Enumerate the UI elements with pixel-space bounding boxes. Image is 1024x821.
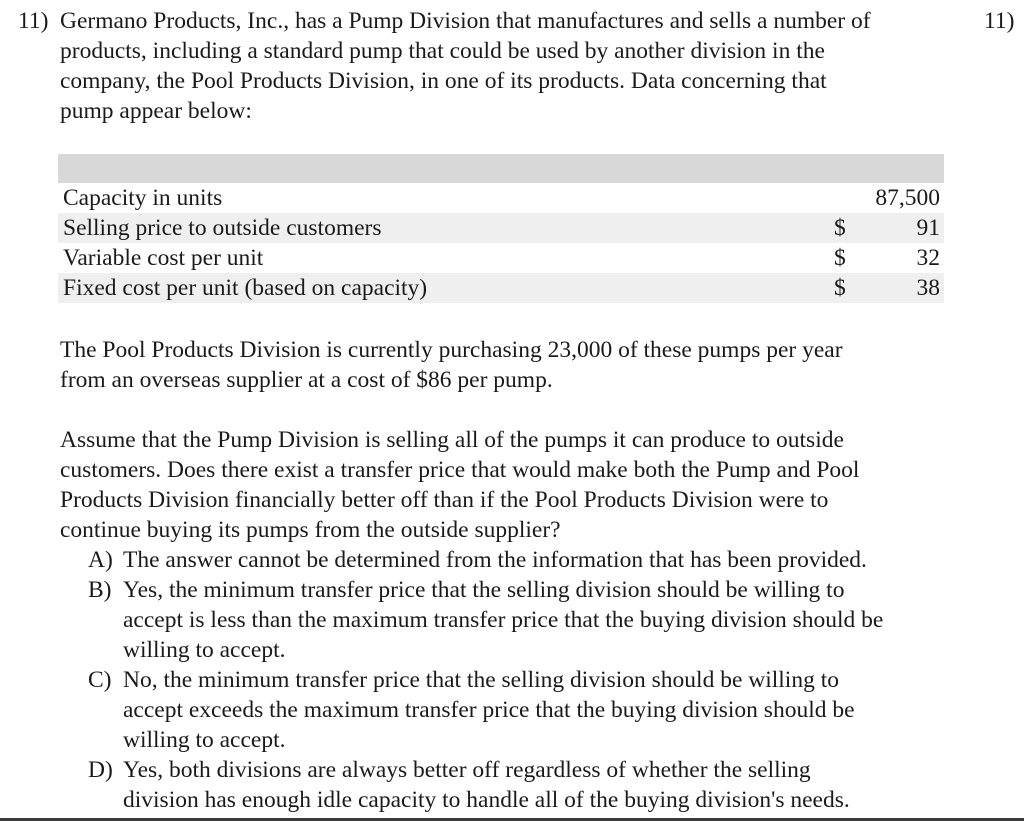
pump-data-table [58, 154, 944, 303]
question-prompt [60, 425, 960, 545]
choice-text: accept exceeds the maximum transfer price that the buying division should be [123, 697, 855, 723]
row-label: Fixed cost per unit (based on capacity) [63, 275, 428, 301]
question-number: 11) [18, 8, 49, 34]
table-header-band [58, 154, 944, 183]
choice-text: Yes, both divisions are always better off regardless of whether the selling [123, 757, 811, 783]
supplier-paragraph [60, 335, 960, 395]
question-stem [60, 6, 960, 126]
choice-text: willing to accept. [123, 637, 286, 663]
choice-a[interactable] [88, 545, 968, 575]
row-currency: $ [834, 215, 846, 241]
stem-line: company, the Pool Products Division, in one of its products. Data concerning that [60, 68, 827, 94]
row-label: Capacity in units [63, 185, 223, 211]
paragraph-line: Assume that the Pump Division is selling all of the pumps it can produce to outside [60, 427, 844, 453]
choice-text: Yes, the minimum transfer price that the selling division should be willing to [123, 577, 845, 603]
choice-text: accept is less than the maximum transfer price that the buying division should be [123, 607, 884, 633]
choice-letter: B) [88, 577, 112, 603]
choice-letter: D) [88, 757, 113, 783]
row-currency: $ [834, 245, 846, 271]
table-row [58, 273, 944, 303]
margin-question-number: 11) [984, 8, 1015, 34]
row-value: 38 [916, 275, 940, 301]
row-currency: $ [834, 275, 846, 301]
choice-letter: C) [88, 667, 112, 693]
choice-b[interactable] [88, 575, 968, 665]
choice-letter: A) [88, 547, 113, 573]
choice-text: The answer cannot be determined from the information that has been provided. [123, 547, 867, 573]
choice-text: willing to accept. [123, 727, 286, 753]
paragraph-line: customers. Does there exist a transfer price that would make both the Pump and Pool [60, 457, 860, 483]
table-row [58, 213, 944, 243]
choice-d[interactable] [88, 755, 968, 815]
stem-line: Germano Products, Inc., has a Pump Division that manufactures and sells a number of [60, 8, 871, 34]
stem-line: pump appear below: [60, 98, 252, 124]
row-value: 87,500 [875, 185, 940, 211]
choice-text: division has enough idle capacity to handle all of the buying division's needs. [123, 787, 850, 813]
table-row [58, 243, 944, 273]
row-label: Selling price to outside customers [63, 215, 382, 241]
choice-c[interactable] [88, 665, 968, 755]
row-value: 91 [916, 215, 940, 241]
table-row [58, 183, 944, 213]
row-value: 32 [916, 245, 940, 271]
row-label: Variable cost per unit [63, 245, 264, 271]
paragraph-line: The Pool Products Division is currently purchasing 23,000 of these pumps per year [60, 337, 843, 363]
choice-text: No, the minimum transfer price that the selling division should be willing to [123, 667, 839, 693]
paragraph-line: from an overseas supplier at a cost of $86 per pump. [60, 367, 553, 393]
stem-line: products, including a standard pump that could be used by another division in the [60, 38, 825, 64]
answer-choices [88, 545, 968, 815]
paragraph-line: continue buying its pumps from the outside supplier? [60, 517, 561, 543]
paragraph-line: Products Division financially better off than if the Pool Products Division were to [60, 487, 829, 513]
